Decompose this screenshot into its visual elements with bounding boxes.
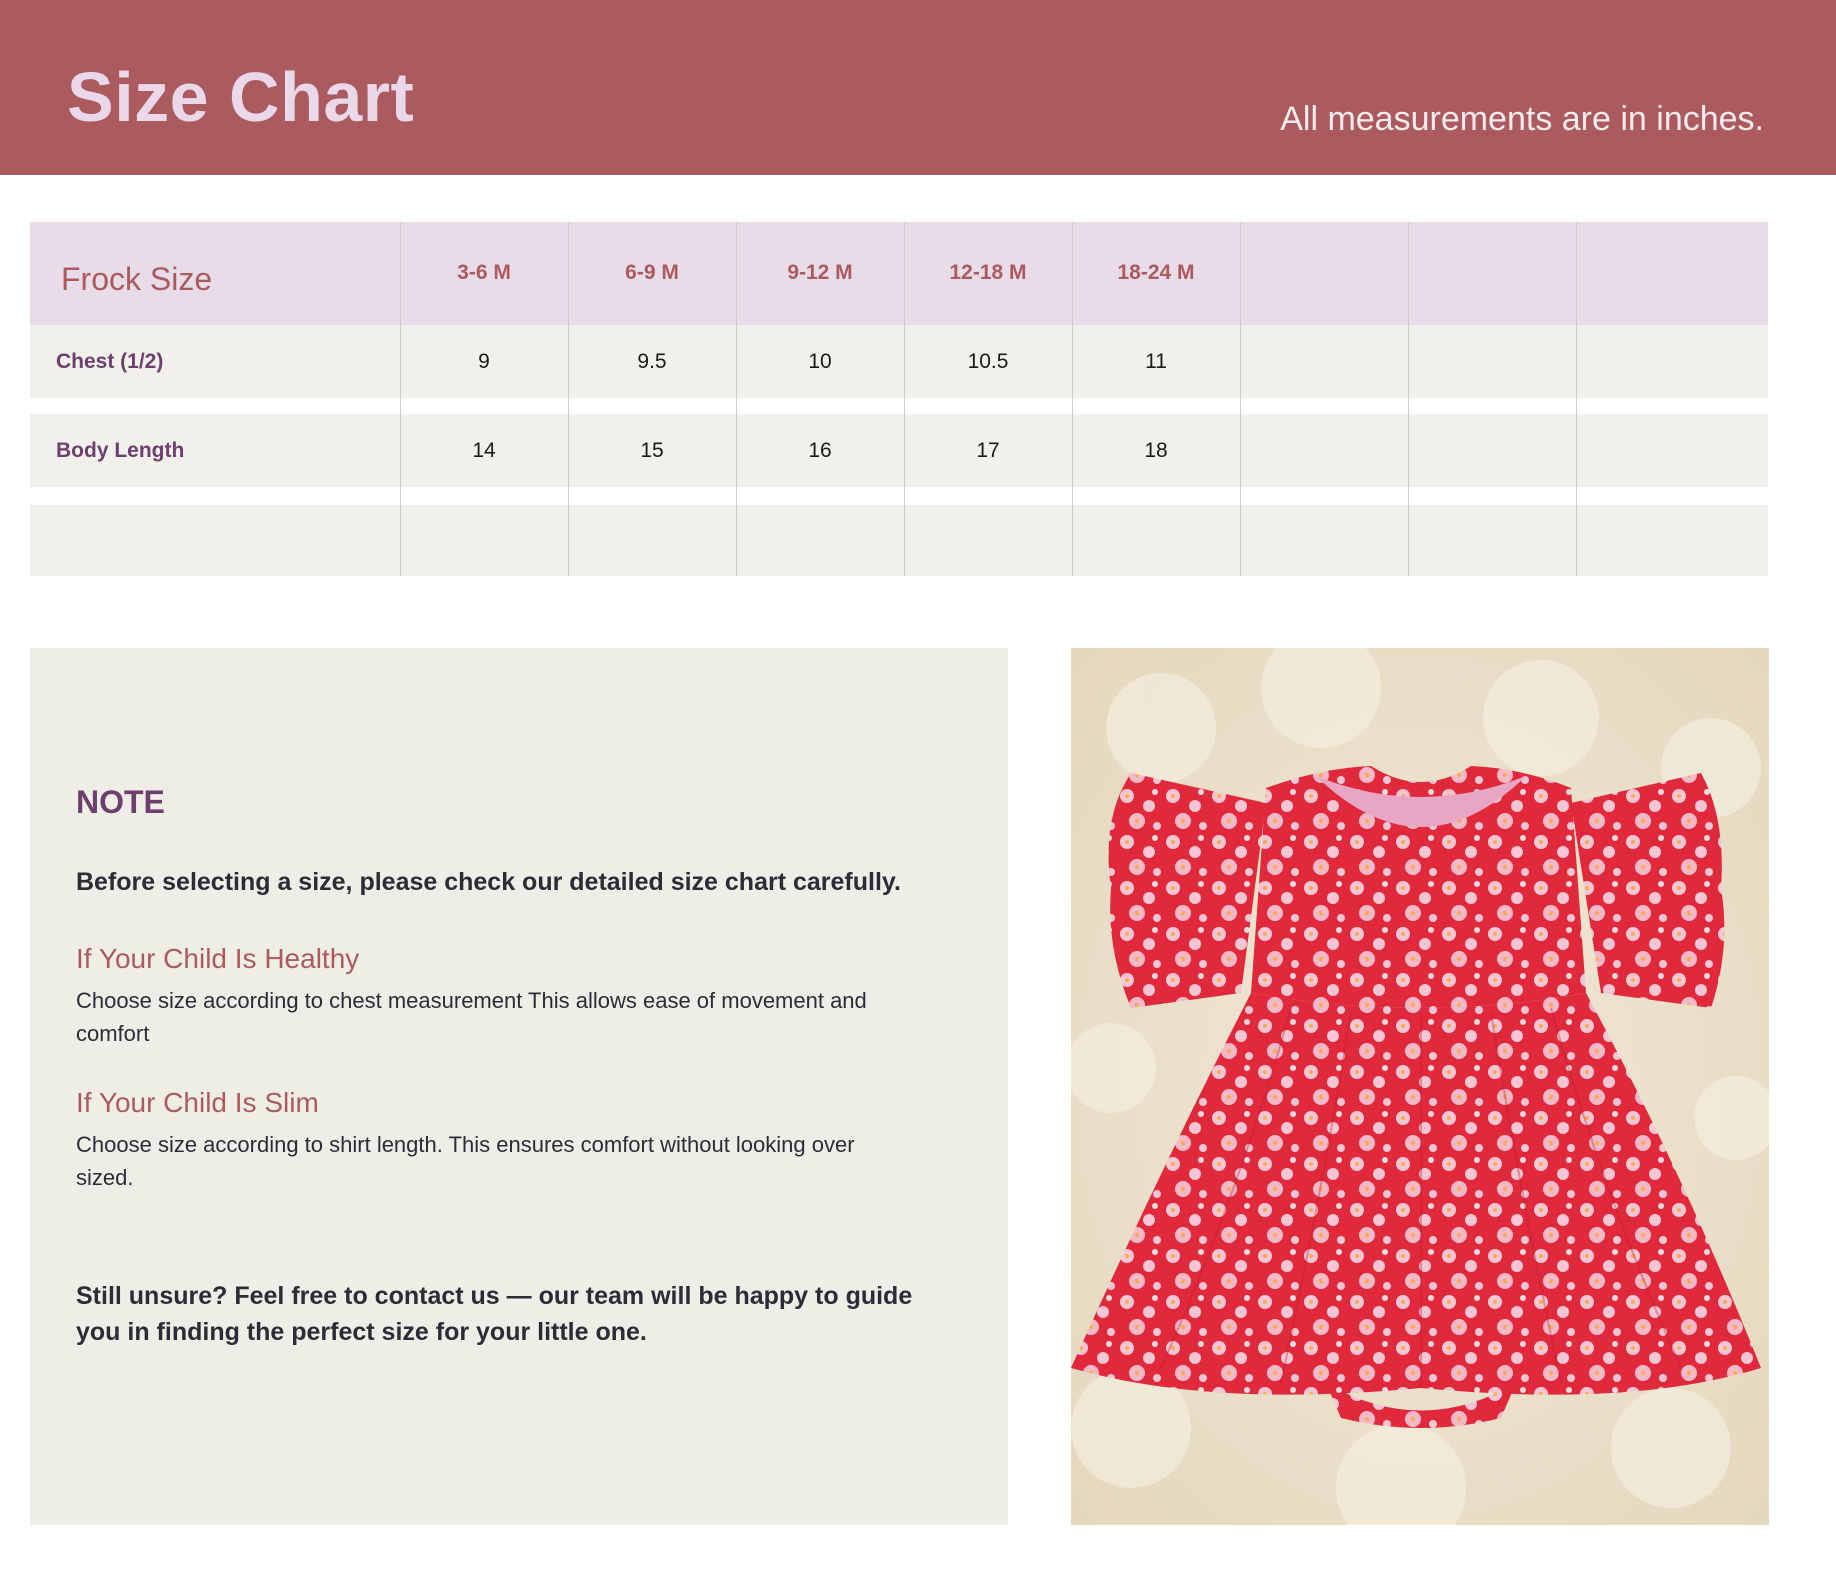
row-label-body-length: Body Length (56, 438, 185, 462)
note-intro: Before selecting a size, please check our detailed size chart carefully. (76, 868, 901, 896)
healthy-text: Choose size according to chest measurement This allows ease of movement and comfort (76, 988, 867, 1046)
column-divider (1240, 222, 1241, 576)
healthy-heading: If Your Child Is Healthy (76, 943, 360, 974)
column-header: 9-12 M (787, 260, 853, 284)
table-cell (1240, 325, 1408, 398)
table-cell (568, 505, 736, 576)
table-cell: 15 (640, 438, 664, 462)
table-cell (1576, 505, 1744, 576)
table-cell: 14 (472, 438, 496, 462)
slim-heading: If Your Child Is Slim (76, 1087, 319, 1118)
column-divider (400, 222, 401, 576)
measurement-note: All measurements are in inches. (1280, 100, 1764, 138)
column-header (1576, 222, 1744, 325)
table-cell (1408, 505, 1576, 576)
table-cell (1408, 325, 1576, 398)
table-cell (1576, 325, 1744, 398)
table-cell: 9 (478, 349, 490, 373)
table-cell (1240, 414, 1408, 487)
column-header (1408, 222, 1576, 325)
row-label-empty (30, 505, 400, 576)
column-divider (1072, 222, 1073, 576)
column-header: 6-9 M (625, 260, 679, 284)
slim-text: Choose size according to shirt length. This ensures comfort without looking over sized. (76, 1132, 855, 1190)
table-cell (1408, 414, 1576, 487)
table-row (30, 325, 1768, 398)
table-cell (400, 505, 568, 576)
table-cell: 10.5 (967, 349, 1009, 373)
note-panel (30, 648, 1008, 1525)
contact-note: Still unsure? Feel free to contact us — our team will be happy to guide you in finding the perfect size for your little one. (76, 1282, 913, 1346)
table-cell: 9.5 (637, 349, 667, 373)
row-label-chest: Chest (1/2) (56, 349, 164, 373)
table-cell: 18 (1144, 438, 1168, 462)
table-cell (1576, 414, 1744, 487)
frock-illustration (1071, 648, 1769, 1525)
table-cell (1072, 505, 1240, 576)
column-header: 12-18 M (949, 260, 1027, 284)
header-banner (0, 0, 1836, 175)
note-title: NOTE (76, 784, 165, 820)
table-cell: 17 (976, 438, 1000, 462)
product-photo (1071, 648, 1769, 1525)
column-divider (904, 222, 905, 576)
column-header: 3-6 M (457, 260, 511, 284)
page-title: Size Chart (67, 58, 415, 136)
column-divider (568, 222, 569, 576)
table-row (30, 505, 1768, 576)
table-header-label: Frock Size (61, 261, 213, 297)
table-cell: 16 (808, 438, 832, 462)
column-divider (736, 222, 737, 576)
column-divider (1576, 222, 1577, 576)
table-cell (1240, 505, 1408, 576)
table-cell (904, 505, 1072, 576)
table-cell: 10 (808, 349, 832, 373)
column-header: 18-24 M (1117, 260, 1195, 284)
table-cell: 11 (1145, 349, 1167, 373)
column-header (1240, 222, 1408, 325)
table-header-row (30, 222, 1768, 325)
column-divider (1408, 222, 1409, 576)
table-cell (736, 505, 904, 576)
table-row (30, 414, 1768, 487)
